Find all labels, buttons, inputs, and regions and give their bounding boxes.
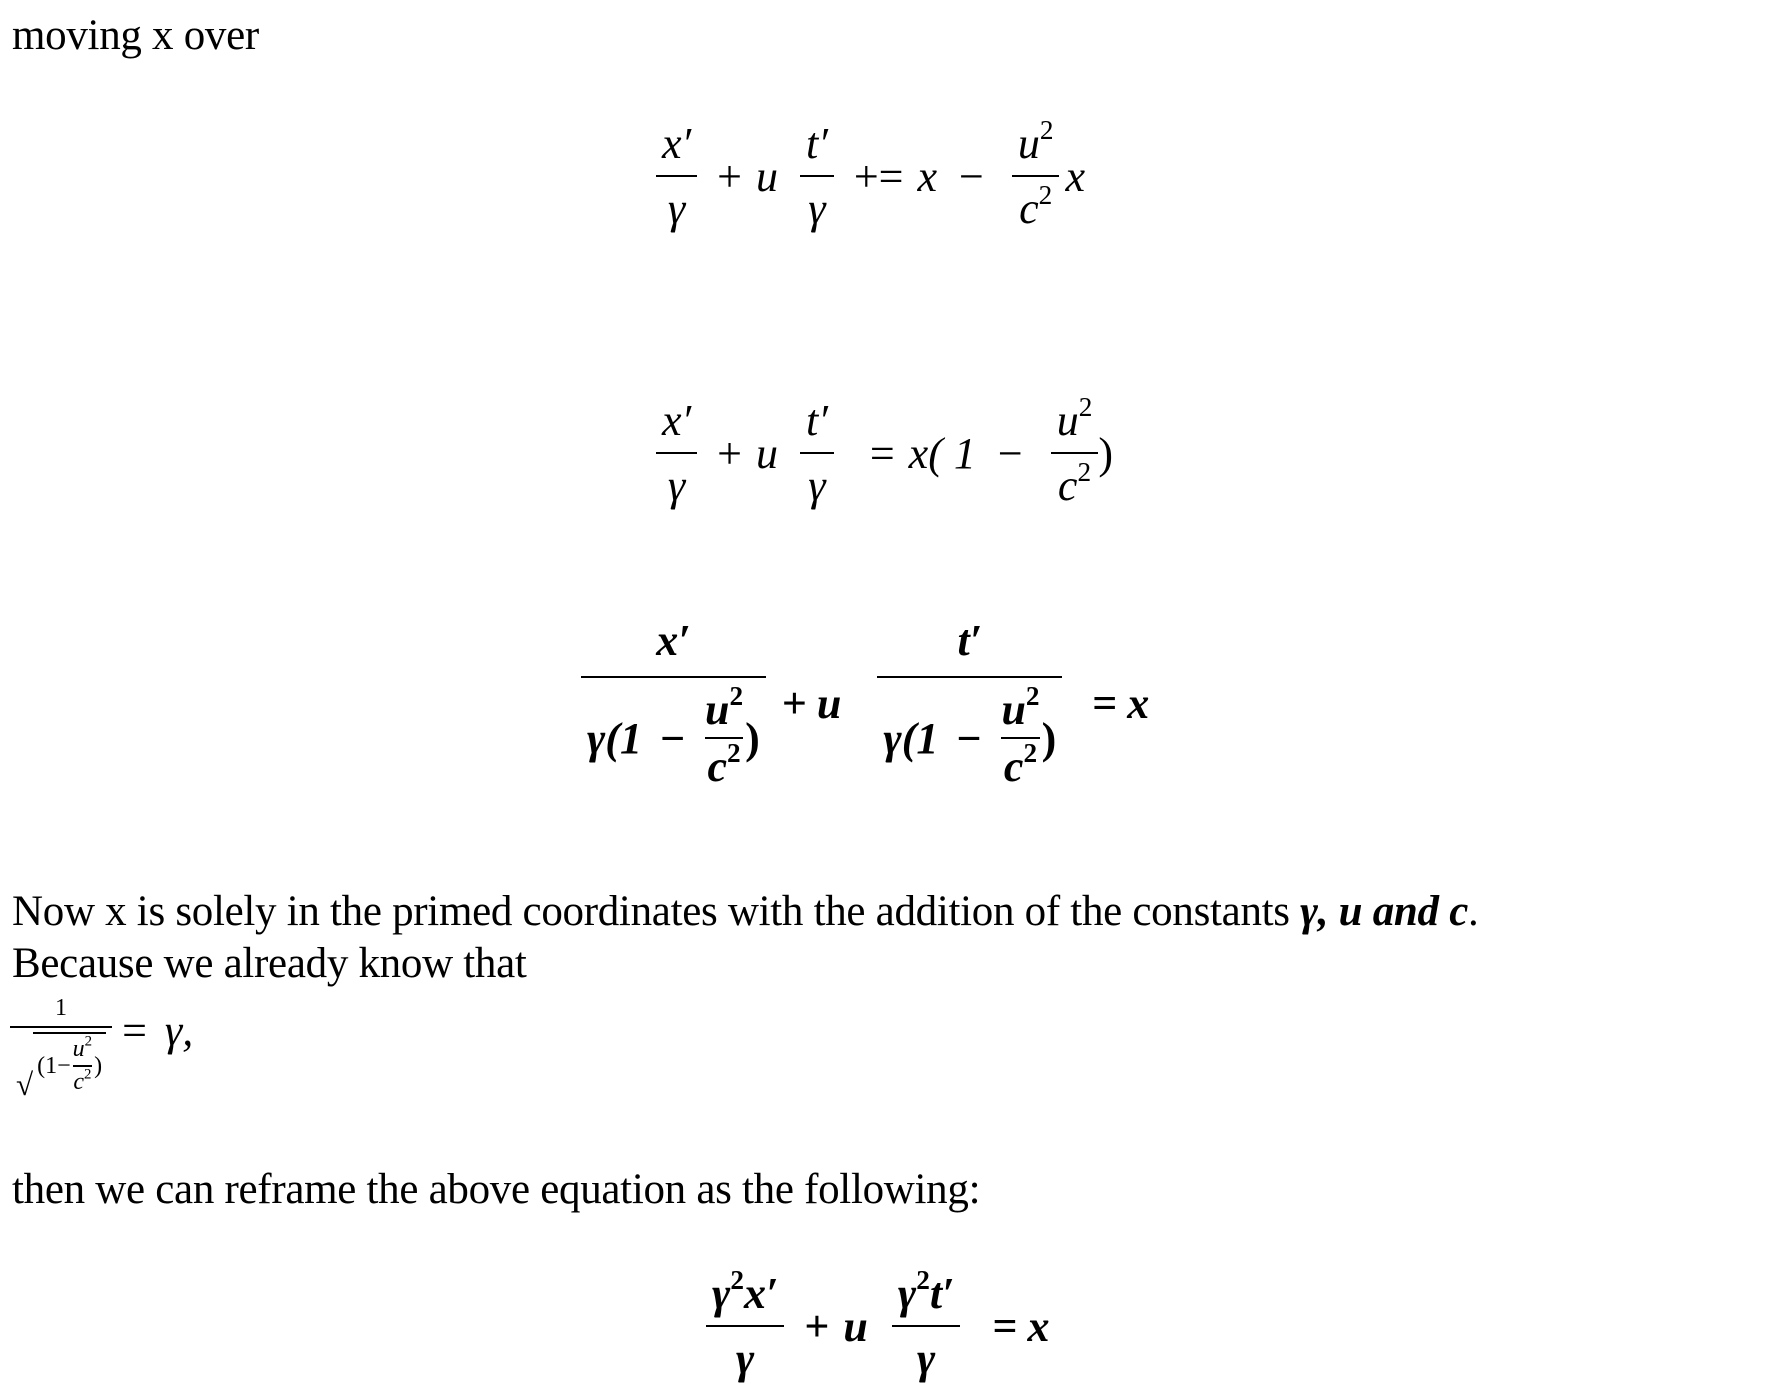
equation-4 — [700, 1264, 1050, 1384]
exponent: 2 — [730, 1264, 744, 1295]
exponent: 2 — [916, 1264, 930, 1295]
rhs-prefix: x( 1 — [908, 428, 976, 478]
numerator-base: u — [1017, 119, 1040, 168]
denominator-prefix: γ(1 — [587, 713, 642, 763]
fraction-bar — [656, 452, 697, 454]
variable-x: x — [1127, 679, 1150, 728]
exponent: 2 — [1023, 737, 1038, 768]
denominator: γ — [736, 1334, 755, 1383]
equation-1 — [650, 114, 1086, 234]
equals-operator: = — [1092, 679, 1118, 728]
paragraph-primed-coordinates — [12, 886, 1478, 938]
plus-operator: + — [717, 151, 742, 201]
denominator: γ — [667, 184, 686, 233]
minus-operator: − — [659, 713, 686, 763]
variable-x: x — [1065, 151, 1086, 201]
numerator: t′ — [805, 119, 828, 168]
plus-equals-operator: += — [853, 151, 904, 201]
gamma-symbol: γ — [897, 1269, 917, 1318]
constants-list: γ, u and c — [1300, 888, 1468, 935]
fraction-t-prime-over-gamma — [800, 118, 834, 234]
exponent: 2 — [1039, 114, 1054, 145]
close-paren: ) — [1041, 713, 1057, 763]
fraction-bar — [800, 175, 834, 177]
gamma-symbol: γ — [712, 1269, 731, 1318]
plus-operator: + — [717, 428, 742, 478]
fraction-bar — [706, 1325, 784, 1327]
exponent: 2 — [83, 1066, 92, 1083]
gamma-symbol: γ, — [164, 1005, 194, 1055]
exponent: 2 — [84, 1033, 93, 1050]
fraction-bar — [656, 175, 697, 177]
numerator-base: u — [1001, 685, 1026, 734]
numerator: x′ — [662, 119, 692, 168]
denominator — [10, 1032, 112, 1102]
exponent: 2 — [1025, 680, 1040, 711]
fraction-t-prime-over-denominator — [877, 615, 1062, 792]
plus-operator: + — [804, 1301, 830, 1351]
equation-3 — [575, 615, 1149, 792]
radicand-prefix: (1− — [37, 1052, 71, 1079]
variable-x: x — [1027, 1301, 1050, 1351]
denominator: γ — [808, 461, 826, 510]
fraction-gamma2x-over-gamma — [706, 1264, 784, 1384]
numerator: x′ — [662, 396, 692, 445]
fraction-x-prime-over-gamma — [656, 118, 697, 234]
numerator-base: u — [1056, 396, 1079, 445]
fraction-bar — [1012, 175, 1060, 177]
plus-operator: + — [781, 679, 807, 728]
variable-x-prime: x′ — [743, 1269, 779, 1318]
radicand — [33, 1032, 106, 1096]
variable-u: u — [755, 428, 778, 478]
equals-operator: = — [122, 1005, 147, 1055]
denominator: γ — [808, 184, 826, 233]
minus-operator: − — [997, 428, 1023, 478]
exponent: 2 — [1038, 179, 1053, 210]
variable-u: u — [816, 679, 842, 728]
variable-x: x — [917, 151, 938, 201]
close-paren: ) — [745, 713, 760, 763]
equals-operator: = — [992, 1301, 1018, 1351]
numerator: t′ — [805, 396, 828, 445]
denominator — [877, 680, 1062, 792]
fraction-bar — [877, 676, 1062, 678]
exponent: 2 — [1078, 391, 1093, 422]
exponent: 2 — [727, 737, 741, 768]
period: . — [1467, 888, 1479, 935]
gamma-identity-equation — [10, 995, 194, 1102]
fraction-u2-over-c2 — [72, 1033, 93, 1096]
variable-t-prime: t′ — [929, 1269, 955, 1318]
fraction-x-prime-over-denominator — [581, 615, 766, 792]
variable-u: u — [755, 151, 778, 201]
fraction-u2-over-c2 — [1012, 114, 1060, 234]
denominator: γ — [917, 1334, 936, 1383]
close-paren: ) — [1098, 428, 1113, 478]
fraction-one-over-sqrt — [10, 995, 112, 1102]
numerator: 1 — [55, 995, 68, 1021]
paragraph-because: Because we already know that — [12, 940, 527, 987]
fraction-bar — [581, 676, 766, 678]
denominator: γ — [667, 461, 686, 510]
fraction-u2-over-c2 — [1001, 680, 1040, 792]
radical-sign-icon: √ — [16, 1066, 34, 1102]
denominator-base: c — [73, 1069, 84, 1095]
numerator: t′ — [957, 616, 983, 665]
exponent: 2 — [729, 680, 744, 711]
exponent: 2 — [1077, 456, 1092, 487]
square-root — [16, 1032, 106, 1102]
denominator-prefix: γ(1 — [883, 713, 939, 763]
denominator — [581, 680, 766, 792]
fraction-bar — [10, 1026, 112, 1028]
equals-operator: = — [869, 428, 895, 478]
fraction-u2-over-c2 — [705, 680, 744, 792]
fraction-bar — [800, 452, 834, 454]
minus-operator: − — [959, 151, 984, 201]
denominator-base: c — [1019, 184, 1039, 233]
fraction-gamma2t-over-gamma — [892, 1264, 961, 1384]
numerator-base: u — [72, 1036, 85, 1062]
denominator-base: c — [1057, 461, 1078, 510]
paragraph-text: Now x is solely in the primed coordinates with the addition of the constants — [12, 888, 1301, 935]
numerator-base: u — [705, 685, 730, 734]
fraction-bar — [892, 1325, 961, 1327]
fraction-t-prime-over-gamma — [800, 395, 834, 511]
fraction-u2-over-c2 — [1051, 391, 1099, 511]
equation-2 — [650, 391, 1113, 511]
radicand-suffix: ) — [94, 1052, 103, 1079]
numerator: x′ — [656, 616, 691, 665]
fraction-x-prime-over-gamma — [656, 395, 697, 511]
denominator-base: c — [707, 742, 728, 791]
fraction-bar — [1051, 452, 1099, 454]
minus-operator: − — [956, 713, 982, 763]
heading-text: moving x over — [12, 12, 259, 59]
denominator-base: c — [1003, 742, 1024, 791]
paragraph-reframe: then we can reframe the above equation as the following: — [12, 1166, 981, 1213]
variable-u: u — [843, 1301, 868, 1351]
